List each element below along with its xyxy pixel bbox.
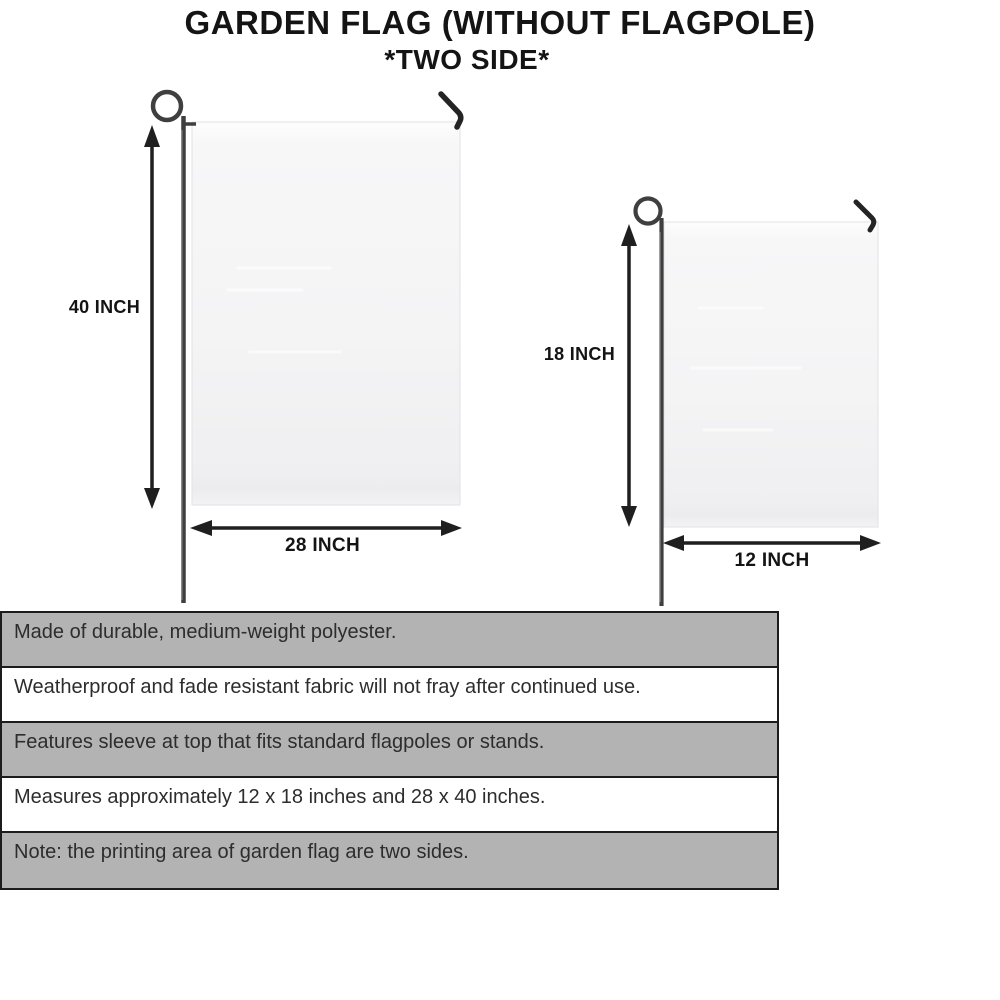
small-flag-height-arrow-bottom-head xyxy=(621,506,637,527)
page-title: GARDEN FLAG (WITHOUT FLAGPOLE) xyxy=(184,4,816,41)
large-flag-group xyxy=(144,92,462,603)
large-flag-height-arrow-top-head xyxy=(144,125,160,147)
feature-row-sleeve: Features sleeve at top that fits standard flagpoles or stands. xyxy=(2,723,777,778)
small-flag-group xyxy=(621,199,881,607)
feature-row-note: Note: the printing area of garden flag are two sides. xyxy=(2,833,777,888)
feature-table xyxy=(0,611,779,890)
small-flag-fabric xyxy=(664,222,878,527)
small-flag-width-arrow-left-head xyxy=(663,535,684,551)
large-flag-height-label: 40 INCH xyxy=(68,297,140,317)
feature-row-weatherproof: Weatherproof and fade resistant fabric will not fray after continued use. xyxy=(2,668,777,723)
small-flag-width-label: 12 INCH xyxy=(734,550,810,571)
large-flag-fabric xyxy=(192,122,460,505)
small-flag-height-label: 18 INCH xyxy=(543,344,615,364)
large-flag-width-arrow-left-head xyxy=(190,520,212,536)
feature-row-measurements: Measures approximately 12 x 18 inches and 28 x 40 inches. xyxy=(2,778,777,833)
small-flag-height-arrow-top-head xyxy=(621,224,637,246)
large-flag-width-label: 28 INCH xyxy=(285,535,360,556)
small-flag-width-arrow-right-head xyxy=(860,535,881,551)
page-subtitle: *TWO SIDE* xyxy=(384,44,550,75)
large-flag-height-arrow-bottom-head xyxy=(144,488,160,509)
large-flag-pole-loop xyxy=(153,92,181,120)
feature-row-material: Made of durable, medium-weight polyester. xyxy=(2,613,777,668)
large-flag-width-arrow-right-head xyxy=(441,520,462,536)
small-flag-pole-loop xyxy=(636,199,661,224)
